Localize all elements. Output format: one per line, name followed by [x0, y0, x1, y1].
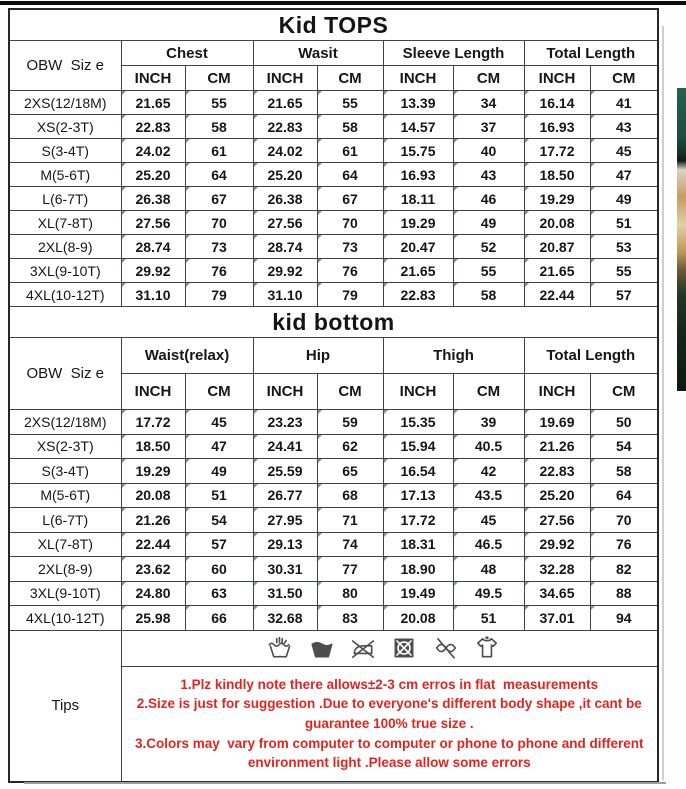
inch-value: 13.39 — [383, 91, 453, 115]
inch-value: 37.01 — [524, 606, 590, 631]
inch-value: 19.69 — [524, 410, 590, 435]
cm-value: 45 — [185, 410, 253, 435]
inch-value: 17.13 — [383, 483, 453, 508]
inch-value: 16.14 — [524, 91, 590, 115]
cm-value: 49 — [590, 187, 658, 211]
tips-notes-cell — [121, 666, 658, 782]
unit-header-cm: CM — [590, 66, 658, 91]
inch-value: 20.87 — [524, 235, 590, 259]
cm-value: 47 — [590, 163, 658, 187]
table-right-shadow — [662, 26, 664, 780]
size-label: 2XS(12/18M) — [9, 91, 121, 115]
cm-value: 43 — [590, 115, 658, 139]
tops-title-row — [9, 9, 658, 41]
do-not-iron-icon — [350, 635, 376, 661]
cm-value: 59 — [317, 410, 383, 435]
inch-value: 28.74 — [253, 235, 317, 259]
table-row — [9, 459, 658, 484]
inch-value: 18.50 — [121, 434, 185, 459]
inch-value: 17.72 — [524, 139, 590, 163]
inch-value: 24.02 — [121, 139, 185, 163]
cm-value: 70 — [185, 211, 253, 235]
cm-value: 83 — [317, 606, 383, 631]
table-row — [9, 581, 658, 606]
inch-value: 22.44 — [524, 283, 590, 307]
cm-value: 49 — [185, 459, 253, 484]
size-label: XS(2-3T) — [9, 434, 121, 459]
tips-label: Tips — [9, 630, 121, 782]
inch-value: 21.65 — [253, 91, 317, 115]
cm-value: 47 — [185, 434, 253, 459]
cm-value: 40.5 — [453, 434, 524, 459]
inch-value: 24.80 — [121, 581, 185, 606]
table-row — [9, 410, 658, 435]
inch-value: 24.02 — [253, 139, 317, 163]
bottom-title: kid bottom — [9, 307, 658, 338]
shirt-icon — [474, 635, 500, 661]
do-not-wring-icon — [433, 635, 459, 661]
inch-value: 20.08 — [121, 483, 185, 508]
cm-value: 34 — [453, 91, 524, 115]
inch-value: 32.28 — [524, 557, 590, 582]
unit-header-cm: CM — [453, 374, 524, 410]
top-border-line — [0, 1, 686, 5]
unit-header-inch: INCH — [121, 66, 185, 91]
cm-value: 64 — [590, 483, 658, 508]
cm-value: 41 — [590, 91, 658, 115]
inch-value: 15.35 — [383, 410, 453, 435]
inch-value: 20.08 — [383, 606, 453, 631]
bottom-group-header-row — [9, 338, 658, 374]
size-label: 4XL(10-12T) — [9, 283, 121, 307]
size-label: 3XL(9-10T) — [9, 259, 121, 283]
size-label: M(5-6T) — [9, 163, 121, 187]
inch-value: 21.65 — [121, 91, 185, 115]
cm-value: 43.5 — [453, 483, 524, 508]
table-row — [9, 91, 658, 115]
table-row — [9, 187, 658, 211]
cm-value: 39 — [453, 410, 524, 435]
inch-value: 24.41 — [253, 434, 317, 459]
cm-value: 45 — [590, 139, 658, 163]
inch-value: 22.44 — [121, 532, 185, 557]
inch-value: 27.56 — [121, 211, 185, 235]
inch-value: 19.29 — [121, 459, 185, 484]
inch-value: 20.47 — [383, 235, 453, 259]
cm-value: 66 — [185, 606, 253, 631]
cm-value: 64 — [317, 163, 383, 187]
column-group-header: Wasit — [253, 41, 383, 66]
size-label: L(6-7T) — [9, 187, 121, 211]
cm-value: 54 — [590, 434, 658, 459]
inch-value: 20.08 — [524, 211, 590, 235]
cm-value: 49.5 — [453, 581, 524, 606]
inch-value: 23.23 — [253, 410, 317, 435]
tip-note-line: 2.Size is just for suggestion .Due to everyone's different body shape ,it cant be guarantee 100% true size . — [136, 696, 646, 731]
care-icons-cell — [121, 630, 658, 666]
cm-value: 49 — [453, 211, 524, 235]
inch-value: 22.83 — [253, 115, 317, 139]
size-label: L(6-7T) — [9, 508, 121, 533]
inch-value: 31.10 — [253, 283, 317, 307]
cm-value: 57 — [185, 532, 253, 557]
inch-value: 22.83 — [121, 115, 185, 139]
size-chart-table — [8, 8, 659, 783]
column-group-header: Hip — [253, 338, 383, 374]
inch-value: 22.83 — [383, 283, 453, 307]
column-group-header: Thigh — [383, 338, 524, 374]
inch-value: 30.31 — [253, 557, 317, 582]
inch-value: 29.92 — [121, 259, 185, 283]
inch-value: 26.38 — [253, 187, 317, 211]
tops-group-header-row — [9, 41, 658, 66]
unit-header-cm: CM — [590, 374, 658, 410]
unit-header-inch: INCH — [524, 66, 590, 91]
table-row — [9, 259, 658, 283]
table-row — [9, 483, 658, 508]
inch-value: 19.49 — [383, 581, 453, 606]
inch-value: 25.20 — [121, 163, 185, 187]
table-row — [9, 211, 658, 235]
cm-value: 82 — [590, 557, 658, 582]
tops-table-body — [9, 91, 658, 307]
cm-value: 40 — [453, 139, 524, 163]
cm-value: 55 — [317, 91, 383, 115]
cm-value: 73 — [317, 235, 383, 259]
cm-value: 76 — [590, 532, 658, 557]
cm-value: 58 — [317, 115, 383, 139]
unit-header-inch: INCH — [253, 66, 317, 91]
cm-value: 48 — [453, 557, 524, 582]
size-label: M(5-6T) — [9, 483, 121, 508]
inch-value: 19.29 — [383, 211, 453, 235]
cm-value: 58 — [590, 459, 658, 484]
cm-value: 79 — [185, 283, 253, 307]
size-label: 2XS(12/18M) — [9, 410, 121, 435]
cm-value: 74 — [317, 532, 383, 557]
cm-value: 61 — [317, 139, 383, 163]
unit-header-inch: INCH — [524, 374, 590, 410]
size-label: XS(2-3T) — [9, 115, 121, 139]
cm-value: 46.5 — [453, 532, 524, 557]
inch-value: 25.20 — [253, 163, 317, 187]
size-label: S(3-4T) — [9, 459, 121, 484]
bottom-header-section — [9, 307, 658, 410]
cm-value: 50 — [590, 410, 658, 435]
tops-title: Kid TOPS — [9, 9, 658, 41]
inch-value: 26.77 — [253, 483, 317, 508]
inch-value: 34.65 — [524, 581, 590, 606]
unit-header-inch: INCH — [383, 66, 453, 91]
table-row — [9, 532, 658, 557]
cm-value: 55 — [453, 259, 524, 283]
size-label: 4XL(10-12T) — [9, 606, 121, 631]
inch-value: 29.92 — [524, 532, 590, 557]
cm-value: 55 — [590, 259, 658, 283]
table-row — [9, 283, 658, 307]
inch-value: 27.56 — [524, 508, 590, 533]
cm-value: 46 — [453, 187, 524, 211]
cm-value: 51 — [453, 606, 524, 631]
table-row — [9, 139, 658, 163]
inch-value: 15.94 — [383, 434, 453, 459]
table-row — [9, 235, 658, 259]
inch-value: 17.72 — [121, 410, 185, 435]
adjacent-photo-sliver — [677, 88, 686, 391]
inch-value: 27.56 — [253, 211, 317, 235]
cm-value: 77 — [317, 557, 383, 582]
inch-value: 29.92 — [253, 259, 317, 283]
inch-value: 29.13 — [253, 532, 317, 557]
inch-value: 26.38 — [121, 187, 185, 211]
cm-value: 43 — [453, 163, 524, 187]
cm-value: 67 — [317, 187, 383, 211]
unit-header-inch: INCH — [383, 374, 453, 410]
size-label: S(3-4T) — [9, 139, 121, 163]
bottom-size-column-header: OBW Siz e — [9, 338, 121, 410]
do-not-tumble-dry-icon — [391, 635, 417, 661]
cm-value: 51 — [590, 211, 658, 235]
inch-value: 22.83 — [524, 459, 590, 484]
inch-value: 31.10 — [121, 283, 185, 307]
inch-value: 21.26 — [121, 508, 185, 533]
size-label: 3XL(9-10T) — [9, 581, 121, 606]
inch-value: 32.68 — [253, 606, 317, 631]
column-group-header: Waist(relax) — [121, 338, 253, 374]
inch-value: 27.95 — [253, 508, 317, 533]
cm-value: 57 — [590, 283, 658, 307]
cm-value: 63 — [185, 581, 253, 606]
inch-value: 31.50 — [253, 581, 317, 606]
tips-section — [9, 630, 658, 782]
table-row — [9, 434, 658, 459]
cm-value: 37 — [453, 115, 524, 139]
tip-note-line: 1.Plz kindly note there allows±2-3 cm erros in flat measurements — [180, 676, 599, 692]
unit-header-inch: INCH — [121, 374, 185, 410]
inch-value: 15.75 — [383, 139, 453, 163]
table-row — [9, 557, 658, 582]
inch-value: 17.72 — [383, 508, 453, 533]
tops-size-column-header: OBW Siz e — [9, 41, 121, 91]
size-label: XL(7-8T) — [9, 211, 121, 235]
inch-value: 21.65 — [524, 259, 590, 283]
unit-header-cm: CM — [317, 374, 383, 410]
cm-value: 42 — [453, 459, 524, 484]
cm-value: 88 — [590, 581, 658, 606]
inch-value: 19.29 — [524, 187, 590, 211]
cm-value: 64 — [185, 163, 253, 187]
bottom-title-row — [9, 307, 658, 338]
cm-value: 61 — [185, 139, 253, 163]
cm-value: 51 — [185, 483, 253, 508]
cm-value: 70 — [317, 211, 383, 235]
cm-value: 70 — [590, 508, 658, 533]
cm-value: 94 — [590, 606, 658, 631]
inch-value: 25.59 — [253, 459, 317, 484]
table-row — [9, 508, 658, 533]
unit-header-cm: CM — [185, 66, 253, 91]
tops-header-section — [9, 9, 658, 91]
size-label: 2XL(8-9) — [9, 557, 121, 582]
cm-value: 53 — [590, 235, 658, 259]
inch-value: 28.74 — [121, 235, 185, 259]
inch-value: 21.65 — [383, 259, 453, 283]
inch-value: 18.50 — [524, 163, 590, 187]
unit-header-cm: CM — [185, 374, 253, 410]
inch-value: 21.26 — [524, 434, 590, 459]
inch-value: 16.93 — [524, 115, 590, 139]
cm-value: 76 — [317, 259, 383, 283]
size-label: XL(7-8T) — [9, 532, 121, 557]
inch-value: 16.54 — [383, 459, 453, 484]
table-row — [9, 606, 658, 631]
cm-value: 73 — [185, 235, 253, 259]
size-label: 2XL(8-9) — [9, 235, 121, 259]
cm-value: 54 — [185, 508, 253, 533]
cm-value: 45 — [453, 508, 524, 533]
care-icons-row — [9, 630, 658, 666]
table-bottom-shadow — [24, 782, 666, 784]
inch-value: 18.90 — [383, 557, 453, 582]
inch-value: 18.11 — [383, 187, 453, 211]
wash-icon — [309, 635, 335, 661]
inch-value: 14.57 — [383, 115, 453, 139]
inch-value: 25.98 — [121, 606, 185, 631]
cm-value: 76 — [185, 259, 253, 283]
bottom-table-body — [9, 410, 658, 631]
inch-value: 18.31 — [383, 532, 453, 557]
cm-value: 68 — [317, 483, 383, 508]
cm-value: 80 — [317, 581, 383, 606]
cm-value: 79 — [317, 283, 383, 307]
cm-value: 65 — [317, 459, 383, 484]
hand-wash-icon — [267, 635, 293, 661]
inch-value: 25.20 — [524, 483, 590, 508]
table-row — [9, 163, 658, 187]
cm-value: 71 — [317, 508, 383, 533]
column-group-header: Chest — [121, 41, 253, 66]
unit-header-inch: INCH — [253, 374, 317, 410]
cm-value: 52 — [453, 235, 524, 259]
tip-note-line: 3.Colors may vary from computer to computer or phone to phone and different environment light .Please allow some errors — [134, 735, 648, 771]
inch-value: 16.93 — [383, 163, 453, 187]
unit-header-cm: CM — [317, 66, 383, 91]
cm-value: 55 — [185, 91, 253, 115]
unit-header-cm: CM — [453, 66, 524, 91]
inch-value: 23.62 — [121, 557, 185, 582]
table-row — [9, 115, 658, 139]
cm-value: 58 — [453, 283, 524, 307]
column-group-header: Sleeve Length — [383, 41, 524, 66]
cm-value: 60 — [185, 557, 253, 582]
cm-value: 67 — [185, 187, 253, 211]
cm-value: 58 — [185, 115, 253, 139]
cm-value: 62 — [317, 434, 383, 459]
column-group-header: Total Length — [524, 338, 658, 374]
column-group-header: Total Length — [524, 41, 658, 66]
